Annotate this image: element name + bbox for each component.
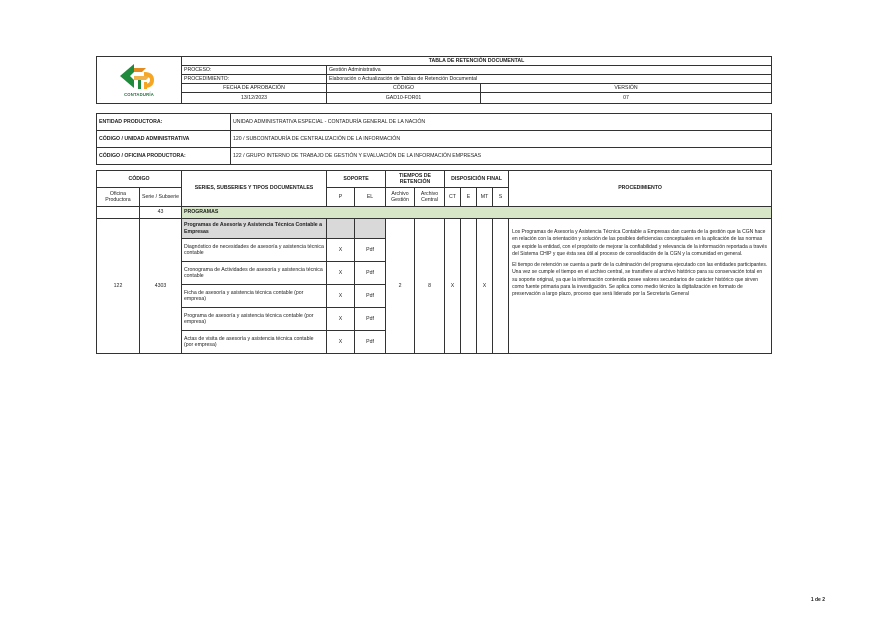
serie-oficina-cell — [97, 207, 140, 219]
procedimiento-paragraph: El tiempo de retención se cuenta a partir de la culminación del programa ejecutado con las entidades participantes. Una vez se cumple el tiempo en el archivo central, se transfiere al archivo histórico para su conservación total en su soporte original, ya que la información contenida posee valores secundarios de carácter histórico que sirven como fuente primaria para la investigación. Se aplica como medio técnico la digitalización en formato de preservación a largo plazo, proceso que será liderado por la Secretaría General — [512, 262, 768, 297]
document-type: Ficha de asesoría y asistencia técnica contable (por empresa) — [182, 285, 327, 308]
unidad-value: 120 / SUBCONTADURÍA DE CENTRALIZACIÓN DE LA INFORMACIÓN — [231, 131, 772, 148]
series-header: SERIES, SUBSERIES Y TIPOS DOCUMENTALES — [182, 171, 327, 207]
disposicion-header: DISPOSICIÓN FINAL — [445, 171, 509, 188]
document-p: X — [327, 262, 355, 285]
codigo-label: CÓDIGO — [327, 84, 481, 93]
logo — [97, 57, 182, 104]
retention-table — [96, 170, 772, 354]
oficina-value: 122 / GRUPO INTERNO DE TRABAJO DE GESTIÓN Y EVALUACIÓN DE LA INFORMACIÓN EMPRESAS — [231, 148, 772, 165]
procedimiento-header: PROCEDIMIENTO — [509, 171, 772, 207]
procedimiento-value: Elaboración o Actualización de Tablas de Retención Documental — [327, 75, 772, 84]
document-el: Pdf — [355, 285, 386, 308]
procedimiento-label: PROCEDIMIENTO: — [182, 75, 327, 84]
document-type: Actas de visita de asesoría y asistencia técnica contable (por empresa) — [182, 331, 327, 354]
subserie-el-cell — [355, 219, 386, 239]
p-subheader: P — [327, 188, 355, 207]
entidad-value: UNIDAD ADMINISTRATIVA ESPECIAL - CONTADURÍA GENERAL DE LA NACIÓN — [231, 114, 772, 131]
fecha-value: 13/12/2023 — [182, 93, 327, 104]
ct-subheader: CT — [445, 188, 461, 207]
serie-subheader: Serie / Subserie — [140, 188, 182, 207]
document-p: X — [327, 285, 355, 308]
page-number: 1 de 2 — [810, 597, 825, 603]
mt-value: X — [477, 219, 493, 354]
procedimiento-paragraph: Los Programas de Asesoría y Asistencia Técnica Contable a Empresas dan cuenta de la gestión que la CGN hace en relación con la orientación y solución de las posibles deficiencias conceptuales en la aplicación de las normas que expide la entidad, con el propósito de mejorar la confiabilidad y relevancia de la información reportada a través del Sistema CHIP y que ésta sea útil al proceso de consolidación de la CGN y la comunidad en general. — [512, 229, 767, 257]
entity-table — [96, 113, 772, 165]
archivo-gestion-value: 2 — [386, 219, 415, 354]
codigo-value: GAD10-FOR01 — [327, 93, 481, 104]
subserie-name: Programas de Asesoría y Asistencia Técnica Contable a Empresas — [182, 219, 327, 239]
header-table — [96, 56, 772, 104]
document-el: Pdf — [355, 308, 386, 331]
document-title: TABLA DE RETENCIÓN DOCUMENTAL — [182, 57, 772, 66]
version-value: 07 — [481, 93, 772, 104]
document-el: Pdf — [355, 331, 386, 354]
oficina-code: 122 — [97, 219, 140, 354]
codigo-header: CÓDIGO — [97, 171, 182, 188]
oficina-label: CÓDIGO / OFICINA PRODUCTORA: — [97, 148, 231, 165]
el-subheader: EL — [355, 188, 386, 207]
contaduria-logo-icon — [116, 62, 162, 92]
document-type: Diagnóstico de necesidades de asesoría y asistencia técnica contable — [182, 239, 327, 262]
e-subheader: E — [461, 188, 477, 207]
serie-name: PROGRAMAS — [182, 207, 772, 219]
document-type: Programa de asesoría y asistencia técnica contable (por empresa) — [182, 308, 327, 331]
archivo-central-subheader: Archivo Central — [415, 188, 445, 207]
oficina-subheader: Oficina Productora — [97, 188, 140, 207]
s-subheader: S — [493, 188, 509, 207]
document-el: Pdf — [355, 239, 386, 262]
unidad-label: CÓDIGO / UNIDAD ADMINISTRATIVA — [97, 131, 231, 148]
document-p: X — [327, 308, 355, 331]
document-p: X — [327, 239, 355, 262]
serie-code: 43 — [140, 207, 182, 219]
subserie-p-cell — [327, 219, 355, 239]
tiempos-header: TIEMPOS DE RETENCIÓN — [386, 171, 445, 188]
archivo-gestion-subheader: Archivo Gestión — [386, 188, 415, 207]
logo-text: CONTADURÍA — [124, 92, 154, 98]
mt-subheader: MT — [477, 188, 493, 207]
document-type: Cronograma de Actividades de asesoría y asistencia técnica contable — [182, 262, 327, 285]
subserie-code: 4303 — [140, 219, 182, 354]
proceso-value: Gestión Administrativa — [327, 66, 772, 75]
entidad-label: ENTIDAD PRODUCTORA: — [97, 114, 231, 131]
ct-value: X — [445, 219, 461, 354]
soporte-header: SOPORTE — [327, 171, 386, 188]
e-value — [461, 219, 477, 354]
version-label: VERSIÓN — [481, 84, 772, 93]
document-el: Pdf — [355, 262, 386, 285]
document-p: X — [327, 331, 355, 354]
archivo-central-value: 8 — [415, 219, 445, 354]
fecha-label: FECHA DE APROBACIÓN — [182, 84, 327, 93]
s-value — [493, 219, 509, 354]
proceso-label: PROCESO: — [182, 66, 327, 75]
procedimiento-text — [509, 219, 772, 354]
